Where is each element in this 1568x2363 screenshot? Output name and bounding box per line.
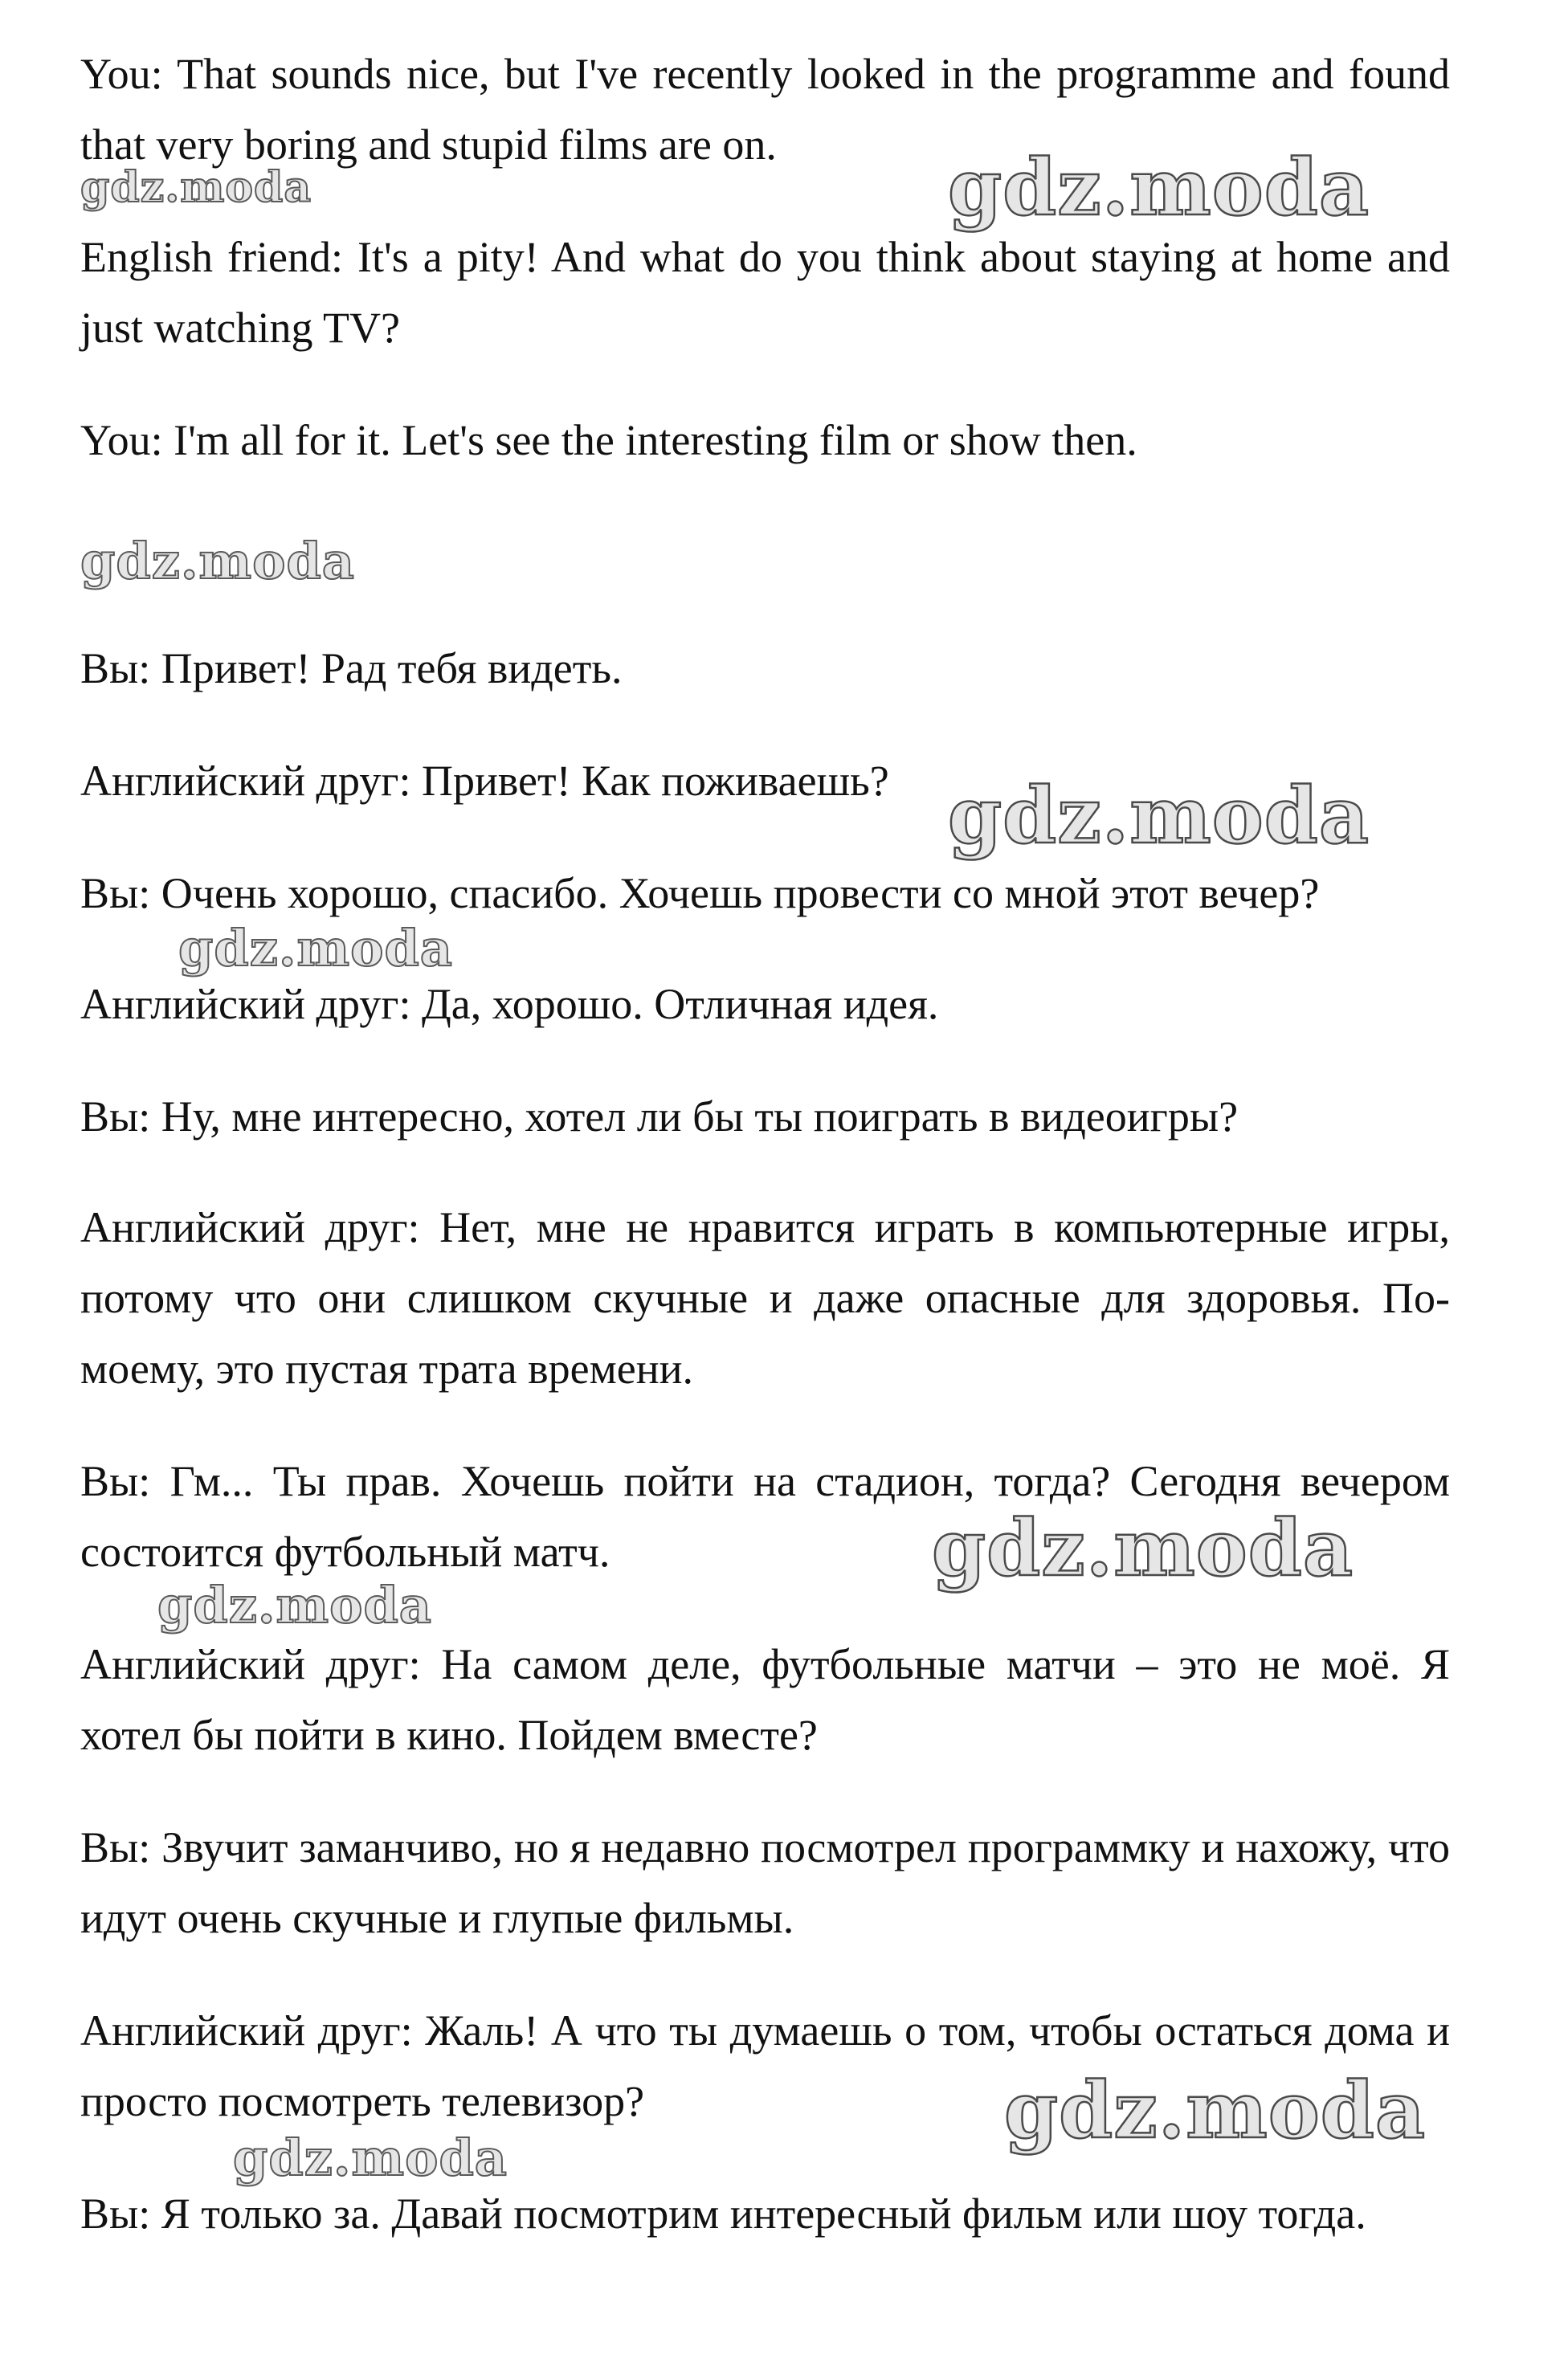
paragraph-ru-10: Английский друг: Жаль! А что ты думаешь о том, чтобы остаться дома и просто посмотреть телевизор? [80, 2006, 1450, 2125]
paragraph-friend-1: English friend: It's a pity! And what do you think about staying at home and just watching TV? [80, 233, 1450, 352]
watermark-logo: gdz.moda [932, 1503, 1354, 1594]
watermark-logo: gdz.moda [233, 2128, 508, 2187]
paragraph-you-2: You: I'm all for it. Let's see the interesting film or show then. [80, 416, 1137, 464]
watermark-logo: gdz.moda [948, 770, 1370, 861]
paragraph-ru-1: Вы: Привет! Рад тебя видеть. [80, 644, 623, 692]
paragraph-ru-8: Английский друг: На самом деле, футбольные матчи – это не моё. Я хотел бы пойти в кино. Пойдем вместе? [80, 1640, 1450, 1759]
paragraph-ru-4: Английский друг: Да, хорошо. Отличная идея. [80, 980, 939, 1028]
watermark-logo: gdz.moda [157, 1576, 432, 1635]
watermark-logo: gdz.moda [948, 142, 1370, 233]
paragraph-ru-3: Вы: Очень хорошо, спасибо. Хочешь провести со мной этот вечер? [80, 869, 1320, 917]
paragraph-ru-11: Вы: Я только за. Давай посмотрим интересный фильм или шоу тогда. [80, 2190, 1366, 2238]
paragraph-ru-9: Вы: Звучит заманчиво, но я недавно посмотрел программку и нахожу, что идут очень скучные и глупые фильмы. [80, 1823, 1450, 1942]
watermark-logo: gdz.moda [80, 532, 355, 590]
paragraph-ru-5: Вы: Ну, мне интересно, хотел ли бы ты поиграть в видеоигры? [80, 1092, 1239, 1141]
watermark-logo: gdz.moda [1004, 2065, 1427, 2156]
paragraph-ru-6: Английский друг: Нет, мне не нравится играть в компьютерные игры, потому что они слишком скучные и даже опасные для здоровья. По-моему, это пустая трата времени. [80, 1203, 1450, 1393]
paragraph-you-1: You: That sounds nice, but I've recently looked in the programme and found that very boring and stupid films are on. [80, 50, 1450, 169]
paragraph-ru-7: Вы: Гм... Ты прав. Хочешь пойти на стадион, тогда? Сегодня вечером состоится футбольный матч. [80, 1457, 1450, 1576]
watermark-logo: gdz.moda [80, 163, 312, 212]
paragraph-ru-2: Английский друг: Привет! Как поживаешь? [80, 757, 889, 805]
watermark-logo: gdz.moda [178, 919, 453, 977]
